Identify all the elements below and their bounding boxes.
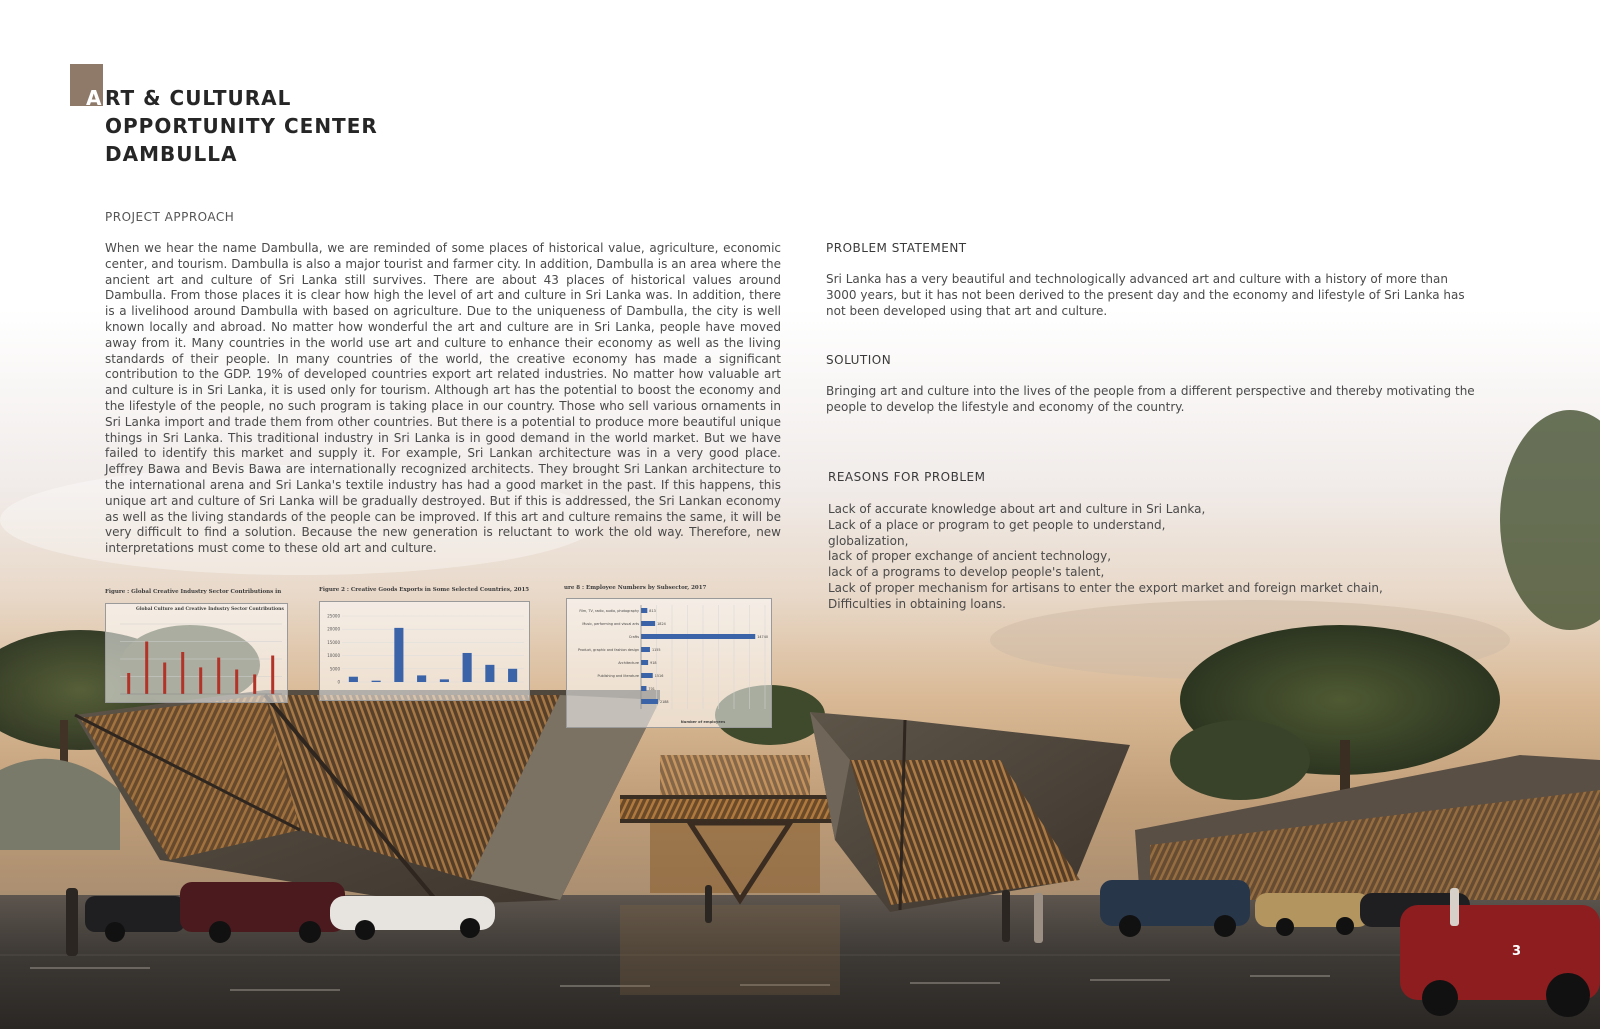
bar <box>641 660 648 665</box>
figure-3-svg <box>567 599 773 729</box>
data-label: 2188 <box>659 700 669 704</box>
y-tick-label: 5000 <box>329 666 340 672</box>
bar <box>253 674 256 694</box>
project-approach-heading: PROJECT APPROACH <box>105 210 235 224</box>
project-approach-text: When we hear the name Dambulla, we are reminded of some places of historical value, agriculture, economic center, and tourism. Dambulla is also a major tourist and farmer city. In addition, Dambulla is an area where the ancient art and culture of Sri Lanka still survives. There are about 43 places of historical values around Dambulla. From those places it is clear how high the level of art and culture in Sri Lanka was. In addition, there is a livelihood around Dambulla with based on agriculture. Due to the uniqueness of Dambulla, the city is well known locally and abroad. No matter how wonderful the art and culture are in Sri Lanka, people have moved away from it. Many countries in the world use art and culture to enhance their economy as well as the living standards of their people. In many countries of the world, the creative economy has made a significant contribution to the GDP. 19% of developed countries export art related industries. No matter how valuable art and culture is in Sri Lanka, it is used only for tourism. Although art has the potential to boost the economy and the lifestyle of the people, no such program is taking place in our country. Those who sell various ornaments in Sri Lanka import and trade them from other countries. But there is a potential to produce more beautiful unique things in Sri Lanka. This traditional industry in Sri Lanka is in good demand in the world market. But we have failed to identify this market and supply it. For example, Sri Lankan architecture was in a very good place. Jeffrey Bawa and Bevis Bawa are internationally recognized architects. They brought Sri Lankan architecture to the international arena and Sri Lanka's textile industry has had a good market in the past. If this happens, this unique art and culture of Sri Lanka will be gradually destroyed. But if this is addressed, the Sri Lankan economy as well as the living standards of the people can be improved. If this art and culture remains the same, it will be very difficult to find a solution. Because the new generation is reluctant to work the old way. Therefore, new interpretations must come to these old art and culture. <box>105 241 781 556</box>
title-line-1-rest: RT & CULTURAL <box>105 86 292 110</box>
reason-item: Lack of accurate knowledge about art and culture in Sri Lanka, <box>828 502 1206 516</box>
y-tick-label: 20000 <box>327 626 340 632</box>
bar <box>463 653 472 682</box>
reason-item: lack of proper exchange of ancient technology, <box>828 549 1112 564</box>
figure-2-chart <box>319 601 530 701</box>
reasons-heading: REASONS FOR PROBLEM <box>828 470 986 484</box>
bar <box>394 628 403 682</box>
bar <box>127 673 130 694</box>
problem-statement-heading: PROBLEM STATEMENT <box>826 241 967 255</box>
bar <box>372 681 381 682</box>
bar <box>199 667 202 694</box>
reason-item: lack of a programs to develop people's talent, <box>828 565 1105 580</box>
reason-item: Lack of proper mechanism for artisans to enter the export market and foreign market chain, <box>828 580 1383 595</box>
data-label: 813 <box>649 609 656 613</box>
data-label: 918 <box>650 661 657 665</box>
bar <box>485 665 494 682</box>
title-line-3: DAMBULLA <box>105 142 238 166</box>
data-label: 701 <box>648 687 655 691</box>
category-label: Crafts <box>628 635 639 639</box>
bar <box>440 679 449 682</box>
category-label: Architecture <box>618 661 639 665</box>
solution-heading: SOLUTION <box>826 353 892 367</box>
bar <box>235 670 238 695</box>
data-label: 1155 <box>651 648 661 652</box>
figure-1-inner-title: Global Culture and Creative Industry Sector Contributions <box>136 607 284 612</box>
figure-1-svg <box>106 604 289 704</box>
title-first-letter: A <box>86 86 103 110</box>
title-line-2: OPPORTUNITY CENTER <box>105 114 378 138</box>
reasons-list <box>828 502 1468 613</box>
bar <box>145 642 148 695</box>
data-label: 1824 <box>657 622 666 626</box>
bar <box>641 647 650 652</box>
category-label: Film, TV, radio, audio, photography <box>579 609 639 613</box>
figure-1-caption: Figure : Global Creative Industry Sector Contributions in <box>105 589 282 595</box>
reason-item: globalization, <box>828 533 909 548</box>
reason-item: Lack of a place or program to get people to understand, <box>828 517 1166 532</box>
bar <box>417 675 426 682</box>
reason-item: Difficulties in obtaining loans. <box>828 596 1006 611</box>
bar <box>163 663 166 695</box>
data-label: 1516 <box>654 674 664 678</box>
category-label: Publishing and literature <box>597 674 639 678</box>
page-number: 3 <box>1512 944 1522 959</box>
figure-2-svg <box>320 602 531 702</box>
project-title <box>70 64 378 168</box>
category-label: Music, performing and visual arts <box>582 622 639 626</box>
bar <box>641 686 646 691</box>
bar <box>641 673 653 678</box>
y-tick-label: 15000 <box>327 639 340 645</box>
bar <box>641 634 755 639</box>
solution-text: Bringing art and culture into the lives of the people from a different perspective and thereby motivating the people to develop the lifestyle and economy of the country. <box>826 384 1475 414</box>
problem-statement-text: Sri Lanka has a very beautiful and technologically advanced art and culture with a history of more than 3000 years, but it has not been derived to the present day and the economy and lifestyle of Sri Lanka has not been developed using that art and culture. <box>826 272 1465 318</box>
bar <box>641 621 655 626</box>
figure-3-caption: ure 8 : Employee Numbers by Subsector, 2017 <box>564 585 707 591</box>
bar <box>641 608 647 613</box>
x-axis-label: Number of employees <box>680 720 726 724</box>
bar <box>271 656 274 695</box>
y-tick-label: 10000 <box>327 653 340 659</box>
bar <box>181 652 184 694</box>
bar <box>349 677 358 682</box>
data-label: 14740 <box>757 635 769 639</box>
figure-2-caption: Figure 2 : Creative Goods Exports in Some Selected Countries, 2015 <box>319 587 530 593</box>
bar <box>217 658 220 694</box>
y-tick-label: 25000 <box>327 613 340 619</box>
title-line-1 <box>86 84 378 112</box>
bar <box>641 699 658 704</box>
category-label: Product, graphic and fashion design <box>578 648 639 652</box>
figure-3-chart <box>566 598 772 728</box>
figure-1-chart <box>105 603 288 703</box>
bar <box>508 669 517 682</box>
y-tick-label: 0 <box>337 679 340 685</box>
